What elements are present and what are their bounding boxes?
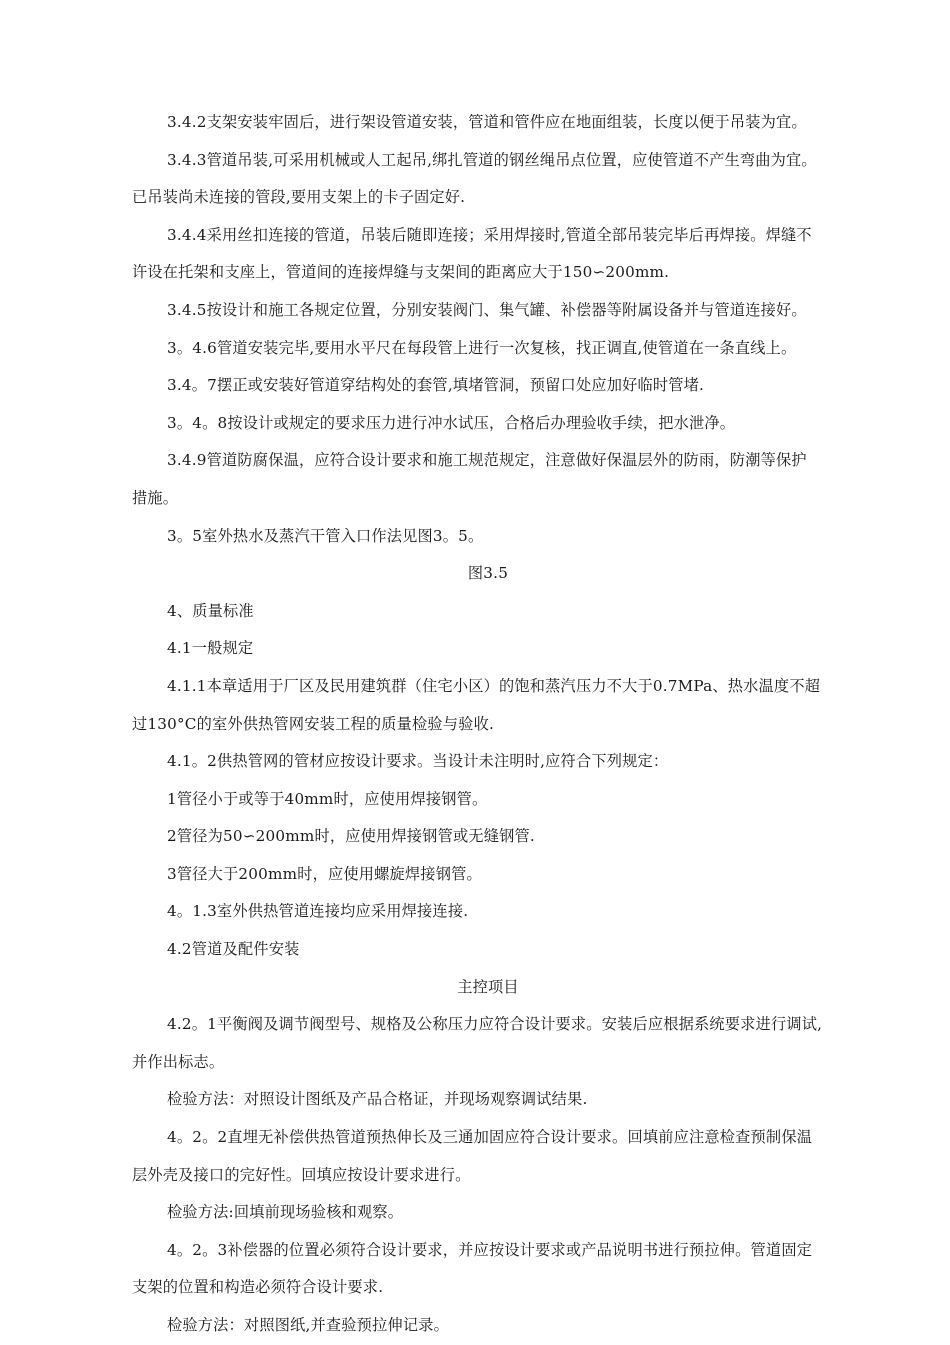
paragraph	[132, 104, 844, 142]
text-line: 并作出标志。	[132, 1052, 225, 1071]
paragraph	[132, 856, 844, 894]
text-line: 3.4.5按设计和施工各规定位置，分别安装阀门、集气罐、补偿器等附属设备并与管道连接好。	[167, 300, 807, 319]
text-line: 检验方法：对照图纸,并查验预拉伸记录。	[167, 1316, 450, 1334]
text-line: 措施。	[132, 488, 179, 507]
paragraph	[132, 1081, 844, 1119]
paragraph	[132, 630, 844, 668]
text-line: 3.4.3管道吊装,可采用机械或人工起吊,绑扎管道的钢丝绳吊点位置，应使管道不产生弯曲为宜。	[167, 150, 817, 169]
text-line: 4.1一般规定	[167, 639, 254, 658]
text-line: 2管径为50∽200mm时，应使用焊接钢管或无缝钢管.	[167, 827, 535, 846]
paragraph	[132, 442, 844, 517]
paragraph	[132, 292, 844, 330]
text-line: 层外壳及接口的完好性。回填应按设计要求进行。	[132, 1165, 471, 1184]
text-line: 已吊装尚未连接的管段,要用支架上的卡子固定好.	[132, 188, 466, 207]
caption	[132, 555, 844, 593]
text-line: 过130°C的室外供热管网安装工程的质量检验与验收.	[132, 714, 494, 733]
paragraph	[132, 893, 844, 931]
text-line: 3.4.4采用丝扣连接的管道，吊装后随即连接；采用焊接时,管道全部吊装完毕后再焊接。焊缝不	[167, 225, 812, 244]
paragraph	[132, 1307, 844, 1345]
paragraph	[132, 142, 844, 217]
paragraph	[132, 743, 844, 781]
text-line: 4.2管道及配件安装	[167, 940, 300, 959]
text-line: 4。2。2直埋无补偿供热管道预热伸长及三通加固应符合设计要求。回填前应注意检查预制保温	[167, 1128, 813, 1147]
text-line: 许设在托架和支座上，管道间的连接焊缝与支架间的距离应大于150∽200mm.	[132, 263, 670, 282]
text-line: 检验方法：对照设计图纸及产品合格证，并现场观察调试结果.	[167, 1090, 588, 1109]
caption	[132, 969, 844, 1007]
text-line: 4.2。1平衡阀及调节阀型号、规格及公称压力应符合设计要求。安装后应根据系统要求进行调试,	[167, 1015, 823, 1034]
paragraph	[132, 367, 844, 405]
paragraph	[132, 668, 844, 743]
text-line: 4.1。2供热管网的管材应按设计要求。当设计未注明时,应符合下列规定：	[167, 752, 669, 771]
paragraph	[132, 1119, 844, 1194]
text-line: 3.4。7摆正或安装好管道穿结构处的套管,填堵管洞，预留口处应加好临时管堵.	[167, 376, 705, 395]
paragraph	[132, 405, 844, 443]
text-line: 3.4.2支架安装牢固后，进行架设管道安装，管道和管件应在地面组装，长度以便于吊装为宜。	[167, 113, 807, 131]
text-line: 4.1.1本章适用于厂区及民用建筑群（住宅小区）的饱和蒸汽压力不大于0.7MPa、热水温度不超	[167, 676, 821, 695]
text-line: 图3.5	[467, 564, 509, 583]
text-line: 检验方法:回填前现场验核和观察。	[167, 1203, 404, 1222]
text-line: 4、质量标准	[167, 601, 254, 620]
paragraph	[132, 593, 844, 631]
text-line: 3管径大于200mm时，应使用螺旋焊接钢管。	[167, 864, 482, 883]
paragraph	[132, 217, 844, 292]
paragraph	[132, 781, 844, 819]
paragraph	[132, 1006, 844, 1081]
text-line: 3。4.6管道安装完毕,要用水平尺在每段管上进行一次复核，找正调直,使管道在一条直线上。	[167, 338, 797, 357]
text-line: 支架的位置和构造必须符合设计要求.	[132, 1278, 384, 1297]
paragraph	[132, 1232, 844, 1307]
text-line: 3。4。8按设计或规定的要求压力进行冲水试压，合格后办理验收手续，把水泄净。	[167, 413, 736, 432]
document-body	[132, 104, 844, 1345]
paragraph	[132, 518, 844, 556]
text-line: 4。1.3室外供热管道连接均应采用焊接连接.	[167, 902, 469, 921]
paragraph	[132, 1194, 844, 1232]
paragraph	[132, 931, 844, 969]
paragraph	[132, 330, 844, 368]
text-line: 1管径小于或等于40mm时，应使用焊接钢管。	[167, 789, 488, 808]
text-line: 主控项目	[457, 977, 519, 996]
paragraph	[132, 818, 844, 856]
text-line: 3.4.9管道防腐保温，应符合设计要求和施工规范规定，注意做好保温层外的防雨，防潮等保护	[167, 451, 807, 470]
text-line: 4。2。3补偿器的位置必须符合设计要求，并应按设计要求或产品说明书进行预拉伸。管道固定	[167, 1240, 813, 1259]
text-line: 3。5室外热水及蒸汽干管入口作法见图3。5。	[167, 526, 484, 545]
